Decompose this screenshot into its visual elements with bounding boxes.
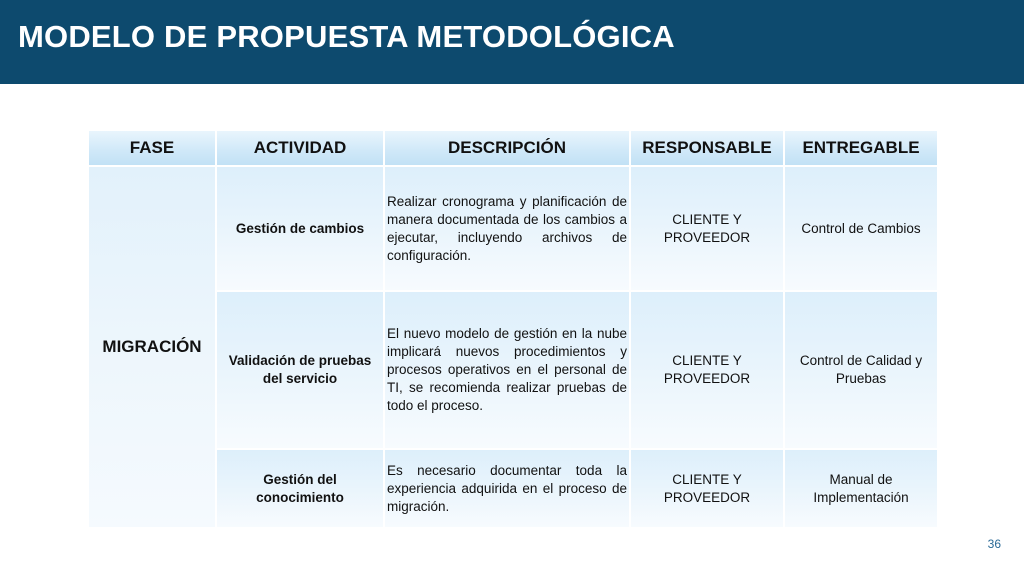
slide-title: MODELO DE PROPUESTA METODOLÓGICA: [18, 19, 675, 54]
methodology-table-container: [89, 131, 935, 529]
header-descripcion: DESCRIPCIÓN: [385, 131, 629, 165]
table-row: [89, 450, 937, 527]
table-row: [89, 167, 937, 290]
descripcion-cell: El nuevo modelo de gestión en la nube implicará nuevos procedimientos y procesos operativos en el personal de TI, se recomienda realizar pruebas de todo el proceso.: [385, 292, 629, 448]
page-number: 36: [987, 537, 1001, 551]
fase-cell: MIGRACIÓN: [89, 167, 215, 527]
responsable-cell: CLIENTE Y PROVEEDOR: [631, 292, 783, 448]
descripcion-cell: Realizar cronograma y planificación de manera documentada de los cambios a ejecutar, incluyendo archivos de configuración.: [385, 167, 629, 290]
header-actividad: ACTIVIDAD: [217, 131, 383, 165]
table-header-row: [89, 131, 937, 165]
actividad-cell: Validación de pruebas del servicio: [217, 292, 383, 448]
table-row: [89, 292, 937, 448]
header-entregable: ENTREGABLE: [785, 131, 937, 165]
entregable-cell: Control de Calidad y Pruebas: [785, 292, 937, 448]
entregable-cell: Manual de Implementación: [785, 450, 937, 527]
responsable-cell: CLIENTE Y PROVEEDOR: [631, 167, 783, 290]
actividad-cell: Gestión del conocimiento: [217, 450, 383, 527]
title-bar: [0, 0, 1024, 84]
responsable-cell: CLIENTE Y PROVEEDOR: [631, 450, 783, 527]
descripcion-cell: Es necesario documentar toda la experiencia adquirida en el proceso de migración.: [385, 450, 629, 527]
methodology-table: [87, 129, 939, 529]
entregable-cell: Control de Cambios: [785, 167, 937, 290]
header-fase: FASE: [89, 131, 215, 165]
header-responsable: RESPONSABLE: [631, 131, 783, 165]
actividad-cell: Gestión de cambios: [217, 167, 383, 290]
